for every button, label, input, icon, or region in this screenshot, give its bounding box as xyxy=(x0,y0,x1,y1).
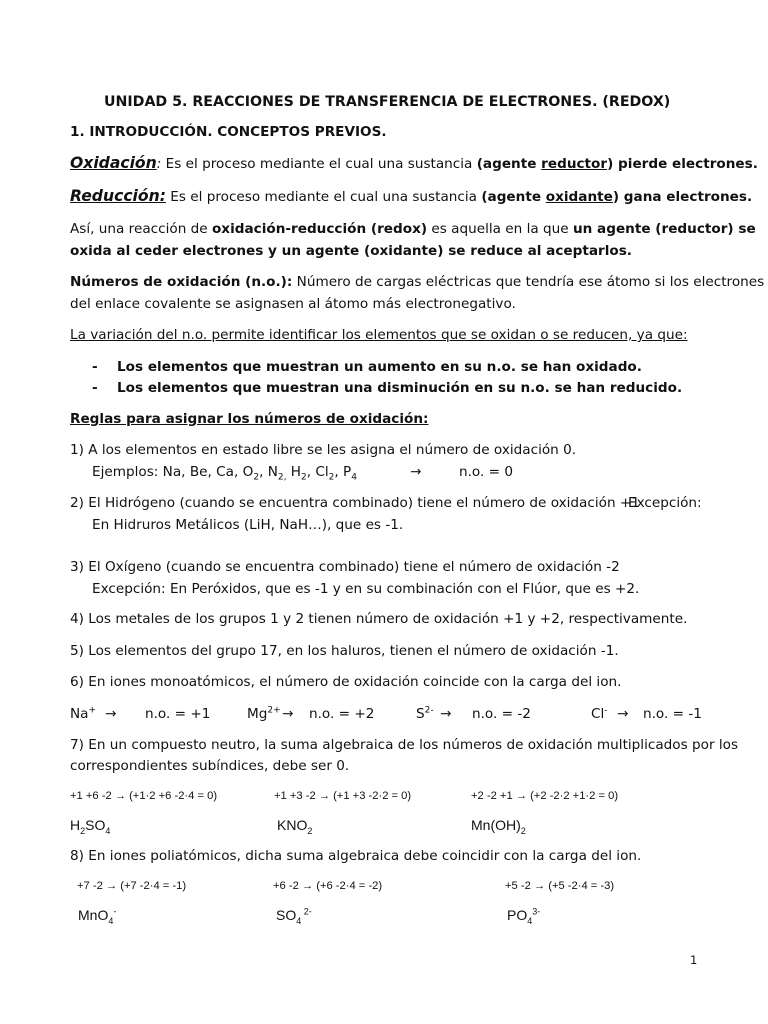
subscript: 4 xyxy=(296,915,302,926)
no-label: Números de oxidación (n.o.): xyxy=(70,274,293,290)
ion-example xyxy=(247,704,281,724)
subscript: 2 xyxy=(301,472,307,483)
text: H xyxy=(286,464,302,480)
ion-symbol: Mg xyxy=(247,706,268,722)
rule-5: 5) Los elementos del grupo 17, en los haluros, tienen el número de oxidación -1. xyxy=(70,643,619,659)
arrow-icon: → xyxy=(105,706,117,722)
rule-1-result: n.o. = 0 xyxy=(459,464,514,480)
bullet-item: Los elementos que muestran una disminución en su n.o. se han reducido. xyxy=(117,380,683,396)
subscript: 4 xyxy=(527,915,533,926)
subscript: 4 xyxy=(351,472,357,483)
calc-line: +5 -2 → (+5 -2·4 = -3) xyxy=(505,880,615,892)
bold-text: oxidación-reducción (redox) xyxy=(211,221,428,237)
ion-no: n.o. = -2 xyxy=(472,706,531,722)
superscript: - xyxy=(113,906,117,917)
text: MnO xyxy=(78,907,109,923)
ion-symbol: Na xyxy=(70,706,89,722)
rule-7-line2: correspondientes subíndices, debe ser 0. xyxy=(70,758,350,774)
reglas-heading: Reglas para asignar los números de oxidación: xyxy=(70,411,429,427)
no-definition-line2: del enlace covalente se asignasen al átomo más electronegativo. xyxy=(70,296,516,312)
rule-4: 4) Los metales de los grupos 1 y 2 tienen número de oxidación +1 y +2, respectivamente. xyxy=(70,611,688,627)
formula-mno4 xyxy=(78,905,116,925)
definition-text: Es el proceso mediante el cual una sustancia xyxy=(161,156,477,172)
variacion-text: La variación del n.o. permite identificar los elementos que se oxidan o se reducen, ya que: xyxy=(70,327,688,343)
ion-example xyxy=(416,704,434,724)
subscript: 4 xyxy=(108,915,114,926)
arrow-icon: → xyxy=(282,706,294,722)
rule-1-examples xyxy=(92,462,357,482)
formula-h2so4 xyxy=(70,815,110,835)
ion-symbol: Cl xyxy=(591,706,605,722)
ion-no: n.o. = -1 xyxy=(643,706,702,722)
subscript: 2, xyxy=(277,472,287,483)
formula-kno2 xyxy=(277,815,312,835)
definition-reduccion xyxy=(70,186,752,207)
subscript: 2 xyxy=(307,825,313,836)
ion-charge: + xyxy=(88,705,97,716)
calc-line: +1 +3 -2 → (+1 +3 -2·2 = 0) xyxy=(274,790,412,802)
rule-2-line2: En Hidruros Metálicos (LiH, NaH…), que es -1. xyxy=(92,517,404,533)
definition-oxidacion xyxy=(70,153,758,174)
ion-example xyxy=(591,704,608,724)
formula-po4 xyxy=(507,905,540,925)
text: Mn(OH) xyxy=(471,817,521,833)
ion-charge: - xyxy=(604,705,608,716)
no-definition-line1 xyxy=(70,272,764,292)
text: PO xyxy=(507,907,528,923)
bold-text: un agente (reductor) se xyxy=(572,221,756,237)
rule-1: 1) A los elementos en estado libre se les asigna el número de oxidación 0. xyxy=(70,442,577,458)
rule-6: 6) En iones monoatómicos, el número de oxidación coincide con la carga del ion. xyxy=(70,674,622,690)
rule-2: 2) El Hidrógeno (cuando se encuentra combinado) tiene el número de oxidación +1 xyxy=(70,495,640,511)
ion-charge: 2+ xyxy=(267,705,281,716)
arrow-icon: → xyxy=(617,706,629,722)
section-heading: 1. INTRODUCCIÓN. CONCEPTOS PREVIOS. xyxy=(70,124,387,140)
text: Número de cargas eléctricas que tendría ese átomo si los electrones xyxy=(292,274,765,290)
text: SO xyxy=(85,817,106,833)
ion-no: n.o. = +2 xyxy=(309,706,375,722)
ion-symbol: S xyxy=(416,706,425,722)
rule-3: 3) El Oxígeno (cuando se encuentra combinado) tiene el número de oxidación -2 xyxy=(70,559,620,575)
calc-line: +7 -2 → (+7 -2·4 = -1) xyxy=(77,880,187,892)
text: Ejemplos: Na, Be, Ca, O xyxy=(92,464,254,480)
subscript: 2 xyxy=(80,825,86,836)
bullet-marker: - xyxy=(92,359,98,375)
arrow-icon: → xyxy=(410,464,422,480)
text: Así, una reacción de xyxy=(70,221,212,237)
arrow-icon: → xyxy=(440,706,452,722)
agent-close: ) pierde electrones. xyxy=(607,156,758,172)
text: , P xyxy=(334,464,352,480)
text: es aquella en la que xyxy=(427,221,573,237)
rule-3-line2: Excepción: En Peróxidos, que es -1 y en su combinación con el Flúor, que es +2. xyxy=(92,581,640,597)
subscript: 2 xyxy=(253,472,260,483)
text: SO xyxy=(276,907,297,923)
term-separator: : xyxy=(156,156,162,172)
term-oxidacion: Oxidación xyxy=(70,154,157,172)
agent-reductor: reductor xyxy=(541,156,608,172)
calc-line: +6 -2 → (+6 -2·4 = -2) xyxy=(273,880,383,892)
definition-text: Es el proceso mediante el cual una sustancia xyxy=(165,189,482,205)
term-reduccion: Reducción: xyxy=(70,187,166,205)
rule-8: 8) En iones poliatómicos, dicha suma algebraica debe coincidir con la carga del ion. xyxy=(70,848,642,864)
subscript: 4 xyxy=(105,825,111,836)
text: , Cl xyxy=(306,464,329,480)
bullet-marker: - xyxy=(92,380,98,396)
calc-line: +2 -2 +1 → (+2 -2·2 +1·2 = 0) xyxy=(471,790,619,802)
redox-paragraph-line2: oxida al ceder electrones y un agente (oxidante) se reduce al aceptarlos. xyxy=(70,243,632,259)
subscript: 2 xyxy=(328,472,335,483)
text: , N xyxy=(259,464,278,480)
ion-example xyxy=(70,704,96,724)
superscript: 3- xyxy=(532,906,541,917)
page-title: UNIDAD 5. REACCIONES DE TRANSFERENCIA DE ELECTRONES. (REDOX) xyxy=(104,94,671,110)
agent-open: (agente xyxy=(476,156,542,172)
calc-line: +1 +6 -2 → (+1·2 +6 -2·4 = 0) xyxy=(70,790,218,802)
agent-open: (agente xyxy=(481,189,546,205)
agent-close: ) gana electrones. xyxy=(612,189,753,205)
ion-no: n.o. = +1 xyxy=(145,706,211,722)
ion-charge: 2- xyxy=(424,705,434,716)
rule-2-exception-label: Excepción: xyxy=(628,495,702,511)
bullet-item: Los elementos que muestran un aumento en su n.o. se han oxidado. xyxy=(117,359,642,375)
formula-mnoh2 xyxy=(471,815,526,835)
text: H xyxy=(70,817,81,833)
redox-paragraph-line1 xyxy=(70,219,756,239)
subscript: 2 xyxy=(520,825,526,836)
page-number: 1 xyxy=(690,953,698,967)
formula-so4 xyxy=(276,905,312,925)
agent-oxidante: oxidante xyxy=(545,189,613,205)
superscript: 2- xyxy=(301,906,312,917)
text: KNO xyxy=(277,817,308,833)
rule-7: 7) En un compuesto neutro, la suma algebraica de los números de oxidación multiplicados por los xyxy=(70,737,739,753)
